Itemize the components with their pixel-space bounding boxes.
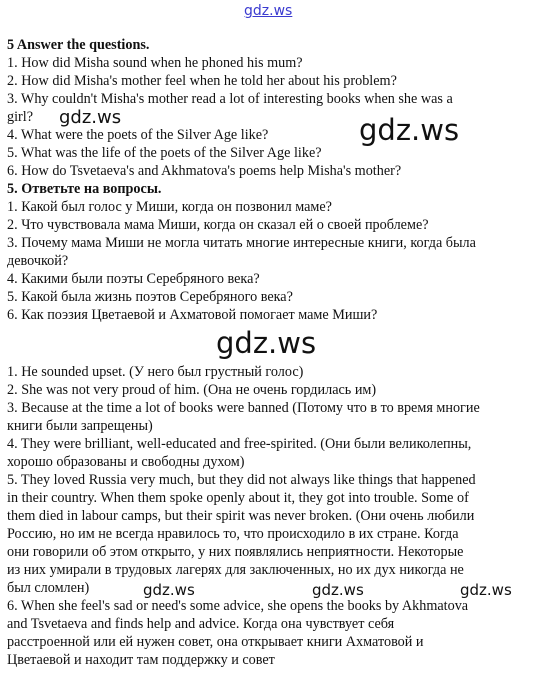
answer-line: Цветаевой и находит там поддержку и совет: [7, 652, 275, 668]
answer-line: Россию, но им не всегда нравилось то, что происходило в их стране. Когда: [7, 526, 459, 542]
answer-line: расстроенной или ей нужен совет, она открывает книги Ахматовой и: [7, 634, 424, 650]
watermark: gdz.ws: [312, 581, 364, 599]
question-ru-2: 2. Что чувствовала мама Миши, когда он сказал ей о своей проблеме?: [7, 217, 429, 233]
questions-heading-ru: 5. Ответьте на вопросы.: [7, 181, 162, 197]
answer-line: хорошо образованы и свободны духом): [7, 454, 245, 470]
answer-line: and Tsvetaeva and finds help and advice. Когда она чувствует себя: [7, 616, 395, 632]
question-ru-4: 4. Какими были поэты Серебряного века?: [7, 271, 260, 287]
answer-line: из них умирали в трудовых лагерях для заключенных, но их дух никогда не: [7, 562, 464, 578]
answer-line: 3. Because at the time a lot of books were banned (Потому что в то время многие: [7, 400, 480, 416]
question-en-4: 4. What were the poets of the Silver Age like?: [7, 127, 269, 143]
question-en-5: 5. What was the life of the poets of the Silver Age like?: [7, 145, 322, 161]
answer-line: был сломлен): [7, 580, 90, 596]
answer-line: 1. He sounded upset. (У него был грустный голос): [7, 364, 304, 380]
answer-line: 4. They were brilliant, well-educated and free-spirited. (Они были великолепны,: [7, 436, 472, 452]
answer-line: они говорили об этом открыто, у них появлялись неприятности. Некоторые: [7, 544, 464, 560]
questions-heading-en: 5 Answer the questions.: [7, 37, 150, 53]
question-en-3-cont: girl?: [7, 109, 33, 125]
watermark: gdz.ws: [460, 581, 512, 599]
question-en-2: 2. How did Misha's mother feel when he told her about his problem?: [7, 73, 397, 89]
answer-line: книги были запрещены): [7, 418, 153, 434]
answer-line: 5. They loved Russia very much, but they did not always like things that happened: [7, 472, 476, 488]
watermark: gdz.ws: [59, 107, 122, 128]
answer-line: 6. When she feel's sad or need's some advice, she opens the books by Akhmatova: [7, 598, 469, 614]
question-en-1: 1. How did Misha sound when he phoned his mum?: [7, 55, 303, 71]
question-en-6: 6. How do Tsvetaeva's and Akhmatova's poems help Misha's mother?: [7, 163, 402, 179]
answer-line: 2. She was not very proud of him. (Она не очень гордилась им): [7, 382, 377, 398]
watermark: gdz.ws: [143, 581, 195, 599]
question-en-3: 3. Why couldn't Misha's mother read a lot of interesting books when she was a: [7, 91, 453, 107]
watermark: gdz.ws: [216, 326, 317, 360]
question-ru-6: 6. Как поэзия Цветаевой и Ахматовой помогает маме Миши?: [7, 307, 378, 323]
watermark: gdz.ws: [359, 113, 460, 147]
watermark-link[interactable]: gdz.ws: [244, 3, 293, 19]
question-ru-1: 1. Какой был голос у Миши, когда он позвонил маме?: [7, 199, 332, 215]
question-ru-3-cont: девочкой?: [7, 253, 69, 269]
answer-line: in their country. When them spoke openly about it, they got into trouble. Some of: [7, 490, 469, 506]
question-ru-5: 5. Какой была жизнь поэтов Серебряного века?: [7, 289, 293, 305]
question-ru-3: 3. Почему мама Миши не могла читать многие интересные книги, когда была: [7, 235, 476, 251]
answer-line: them died in labour camps, but their spirit was never broken. (Они очень любили: [7, 508, 475, 524]
